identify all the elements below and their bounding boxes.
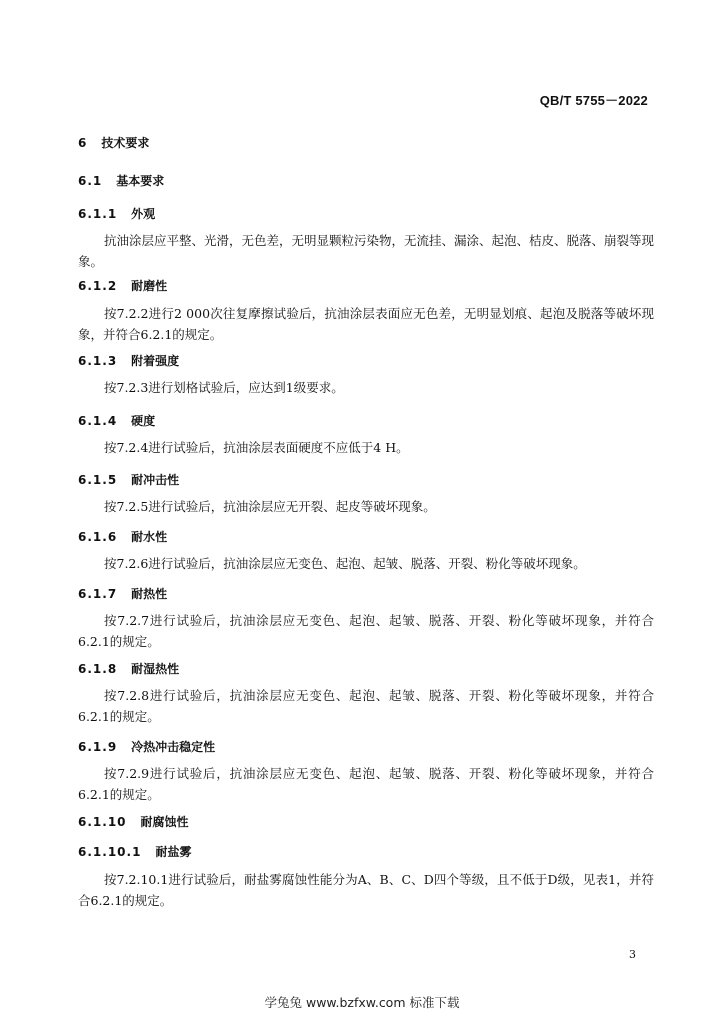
- section-number: 6.1.3: [78, 354, 118, 368]
- section-title: 硬度: [131, 414, 156, 428]
- section-heading-6-1-7: [78, 585, 167, 602]
- paragraph-impact-resistance: 按7.2.5进行试验后，抗油涂层应无开裂、起皮等破坏现象。: [104, 499, 436, 514]
- section-title: 冷热冲击稳定性: [131, 740, 216, 754]
- paragraph-water-resistance: 按7.2.6进行试验后，抗油涂层应无变色、起泡、起皱、脱落、开裂、粉化等破坏现象。: [104, 556, 586, 571]
- section-number: 6.1.7: [78, 587, 118, 601]
- section-title: 耐湿热性: [131, 662, 180, 676]
- standard-number: QB/T 5755－2022: [539, 93, 648, 108]
- section-title: 耐水性: [131, 530, 168, 544]
- paragraph-heat-resistance: 按7.2.7进行试验后，抗油涂层应无变色、起泡、起皱、脱落、开裂、粉化等破坏现象，并符合6.2.1的规定。: [78, 613, 654, 649]
- section-heading-6-1-8: [78, 660, 179, 677]
- paragraph-wear-resistance: 按7.2.2进行2 000次往复摩擦试验后，抗油涂层表面应无色差，无明显划痕、起泡及脱落等破坏现象，并符合6.2.1的规定。: [78, 306, 654, 342]
- section-heading-6-1-3: [78, 352, 179, 369]
- paragraph-damp-heat-resistance: 按7.2.8进行试验后，抗油涂层应无变色、起泡、起皱、脱落、开裂、粉化等破坏现象，并符合6.2.1的规定。: [78, 688, 654, 724]
- section-number: 6.1.4: [78, 414, 118, 428]
- section-number: 6: [78, 136, 88, 150]
- section-number: 6.1.8: [78, 662, 118, 676]
- section-number: 6.1: [78, 174, 103, 188]
- section-number: 6.1.5: [78, 473, 118, 487]
- section-heading-6-1-10: [78, 813, 189, 830]
- paragraph-adhesion: 按7.2.3进行划格试验后，应达到1级要求。: [104, 380, 344, 395]
- section-title: 耐冲击性: [131, 473, 180, 487]
- section-title: 耐磨性: [131, 279, 168, 293]
- section-number: 6.1.10.1: [78, 845, 142, 859]
- section-title: 耐热性: [131, 587, 168, 601]
- section-number: 6.1.1: [78, 207, 118, 221]
- section-heading-6-1: [78, 172, 164, 189]
- section-heading-6-1-5: [78, 471, 179, 488]
- watermark-footer: 学兔兔 www.bzfxw.com 标准下载: [264, 995, 460, 1010]
- section-heading-6-1-10-1: [78, 843, 191, 860]
- section-number: 6.1.10: [78, 815, 127, 829]
- section-heading-6-1-1: [78, 205, 155, 222]
- section-heading-6-1-9: [78, 738, 215, 755]
- section-title: 附着强度: [131, 354, 180, 368]
- section-number: 6.1.6: [78, 530, 118, 544]
- section-heading-6-1-4: [78, 412, 155, 429]
- paragraph-thermal-shock-stability: 按7.2.9进行试验后，抗油涂层应无变色、起泡、起皱、脱落、开裂、粉化等破坏现象，并符合6.2.1的规定。: [78, 766, 654, 802]
- paragraph-salt-spray: 按7.2.10.1进行试验后，耐盐雾腐蚀性能分为A、B、C、D四个等级，且不低于D级，见表1，并符合6.2.1的规定。: [78, 872, 654, 908]
- section-title: 耐腐蚀性: [140, 815, 189, 829]
- paragraph-hardness: 按7.2.4进行试验后，抗油涂层表面硬度不应低于4 H。: [104, 440, 409, 455]
- section-number: 6.1.9: [78, 740, 118, 754]
- section-heading-6: [78, 134, 149, 151]
- section-heading-6-1-2: [78, 277, 167, 294]
- section-title: 基本要求: [116, 174, 165, 188]
- section-title: 外观: [131, 207, 156, 221]
- section-title: 技术要求: [101, 136, 150, 150]
- paragraph-appearance: 抗油涂层应平整、光滑，无色差，无明显颗粒污染物，无流挂、漏涂、起泡、桔皮、脱落、崩裂等现象。: [78, 233, 655, 269]
- section-number: 6.1.2: [78, 279, 118, 293]
- section-heading-6-1-6: [78, 528, 167, 545]
- section-title: 耐盐雾: [155, 845, 192, 859]
- page-number: 3: [629, 948, 636, 961]
